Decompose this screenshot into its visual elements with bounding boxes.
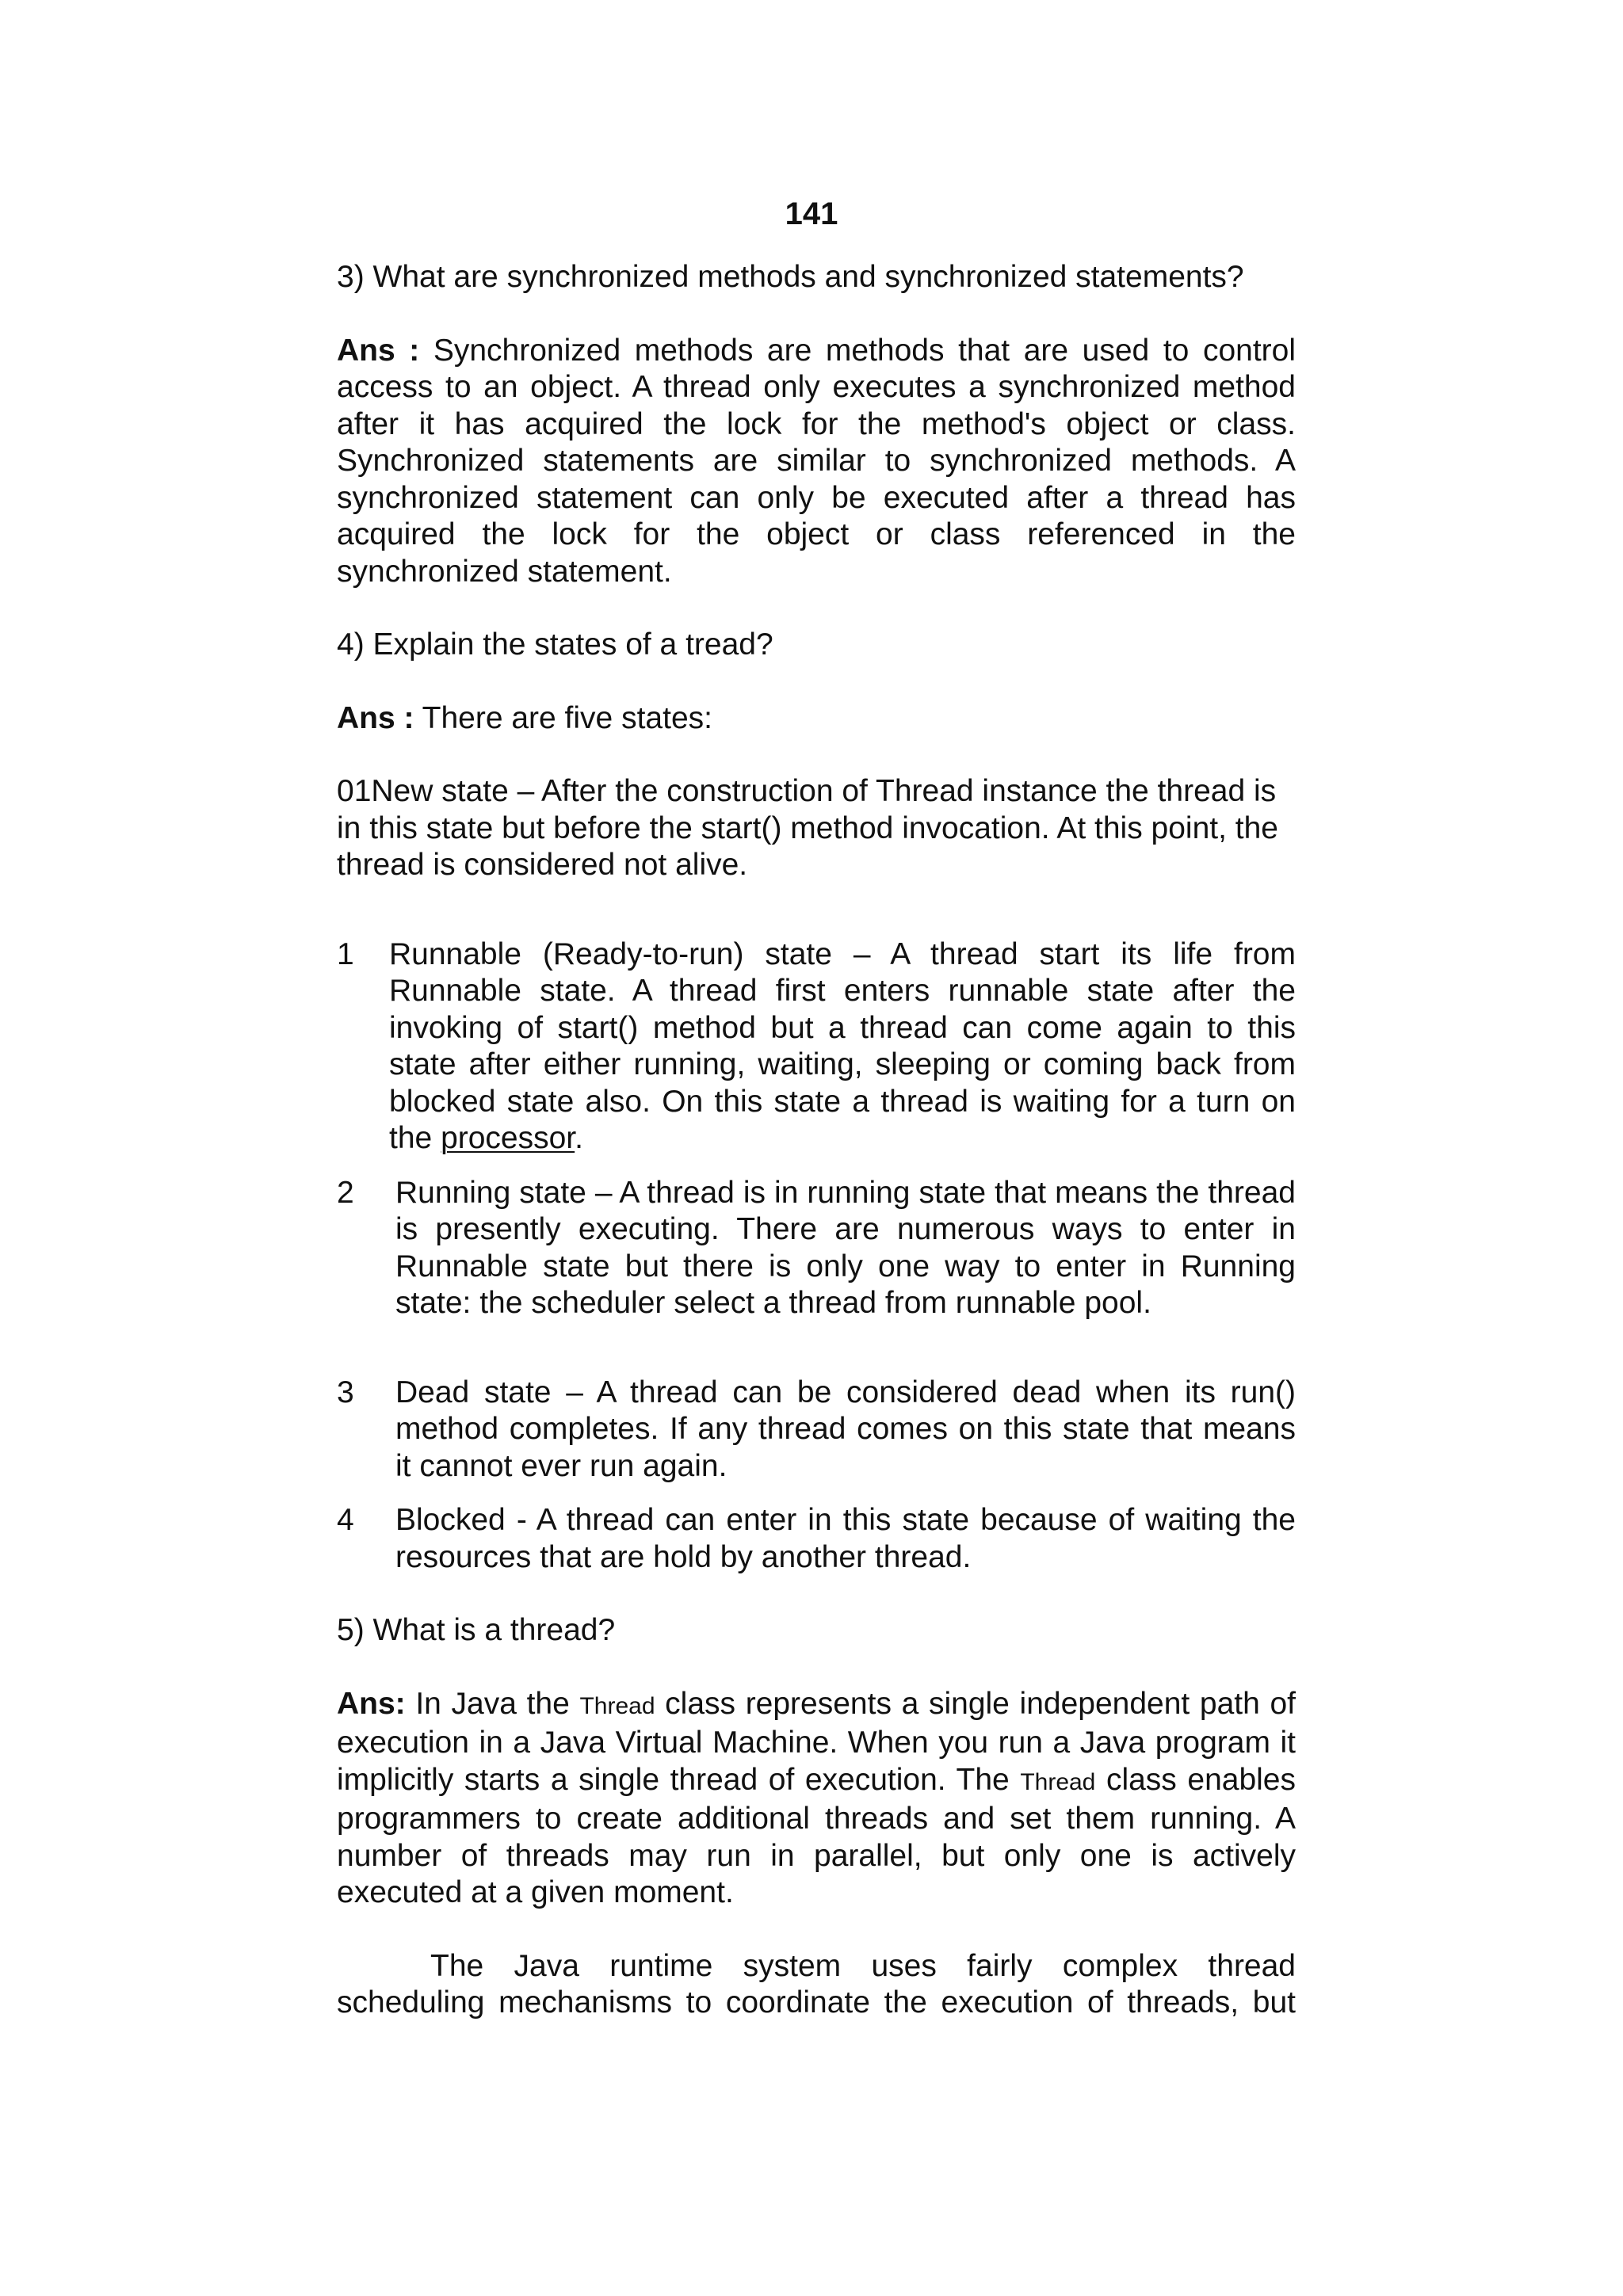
answer-4-intro: [337, 700, 1296, 738]
answer-5-text-part2: class represents a single independent path of execution in a Java Virtual Machine. When you run a Java program it implicitly starts a single thread of execution. The: [337, 1686, 1296, 1797]
answer-5-text-part1: In Java the: [405, 1686, 580, 1721]
runnable-state-end: .: [575, 1121, 583, 1155]
answer-5-paragraph-2: The Java runtime system uses fairly complex thread scheduling mechanisms to coordinate the execution of threads, but: [337, 1948, 1296, 2019]
page-number: 141: [785, 196, 838, 231]
answer-label: Ans :: [337, 700, 414, 735]
list-item-number: 3: [337, 1375, 354, 1409]
code-thread-class: Thread: [579, 1692, 655, 1719]
processor-link[interactable]: processor: [441, 1121, 575, 1155]
list-item-text: [389, 936, 1296, 1158]
list-item: [337, 1175, 1296, 1322]
page-content: [337, 259, 1296, 2022]
list-item: [337, 1502, 1296, 1576]
question-5: 5) What is a thread?: [337, 1613, 616, 1647]
list-item: [337, 1375, 1296, 1486]
answer-label: Ans:: [337, 1686, 406, 1721]
answer-5-text-part3: class enables programmers to create additional threads and set them running. A number of threads may run in parallel, but only one is actively executed at a given moment.: [337, 1762, 1296, 1909]
list-item-text: Dead state – A thread can be considered dead when its run() method completes. If any thread comes on this state that means it cannot ever run again.: [395, 1375, 1296, 1483]
answer-4-text: There are five states:: [422, 700, 712, 735]
code-thread-class: Thread: [1020, 1768, 1096, 1795]
answer-5: [337, 1686, 1296, 1912]
question-4: 4) Explain the states of a tread?: [337, 627, 773, 662]
list-item-text: Running state – A thread is in running state that means the thread is presently executing. There are numerous ways to enter in Runnable state but there is only one way to enter in Running state: the scheduler select a thread from runnable pool.: [395, 1175, 1296, 1320]
answer-label: Ans :: [337, 333, 420, 368]
answer-3: [337, 333, 1296, 591]
list-item: [337, 936, 1296, 1158]
answer-3-text: Synchronized methods are methods that are used to control access to an object. A thread only executes a synchronized method after it has acquired the lock for the method's object or class. Synchronized statements are similar to synchronized methods. A synchronized statement can only be executed after a thread has acquired the lock for the object or class referenced in the synchronized statement.: [337, 333, 1296, 589]
new-state-paragraph: 01New state – After the construction of Thread instance the thread is in this state but before the start() method invocation. At this point, the thread is considered not alive.: [337, 774, 1278, 882]
list-item-text: Blocked - A thread can enter in this state because of waiting the resources that are hold by another thread.: [395, 1503, 1296, 1574]
list-item-number: 1: [337, 936, 354, 971]
runnable-state-text: Runnable (Ready-to-run) state – A thread start its life from Runnable state. A thread first enters runnable state after the invoking of start() method but a thread can come again to this state after either running, waiting, sleeping or coming back from blocked state also. On this state a thread is waiting for a turn on the: [389, 936, 1296, 1155]
list-item-number: 4: [337, 1503, 354, 1537]
list-item-number: 2: [337, 1175, 354, 1210]
question-3: 3) What are synchronized methods and synchronized statements?: [337, 260, 1244, 294]
